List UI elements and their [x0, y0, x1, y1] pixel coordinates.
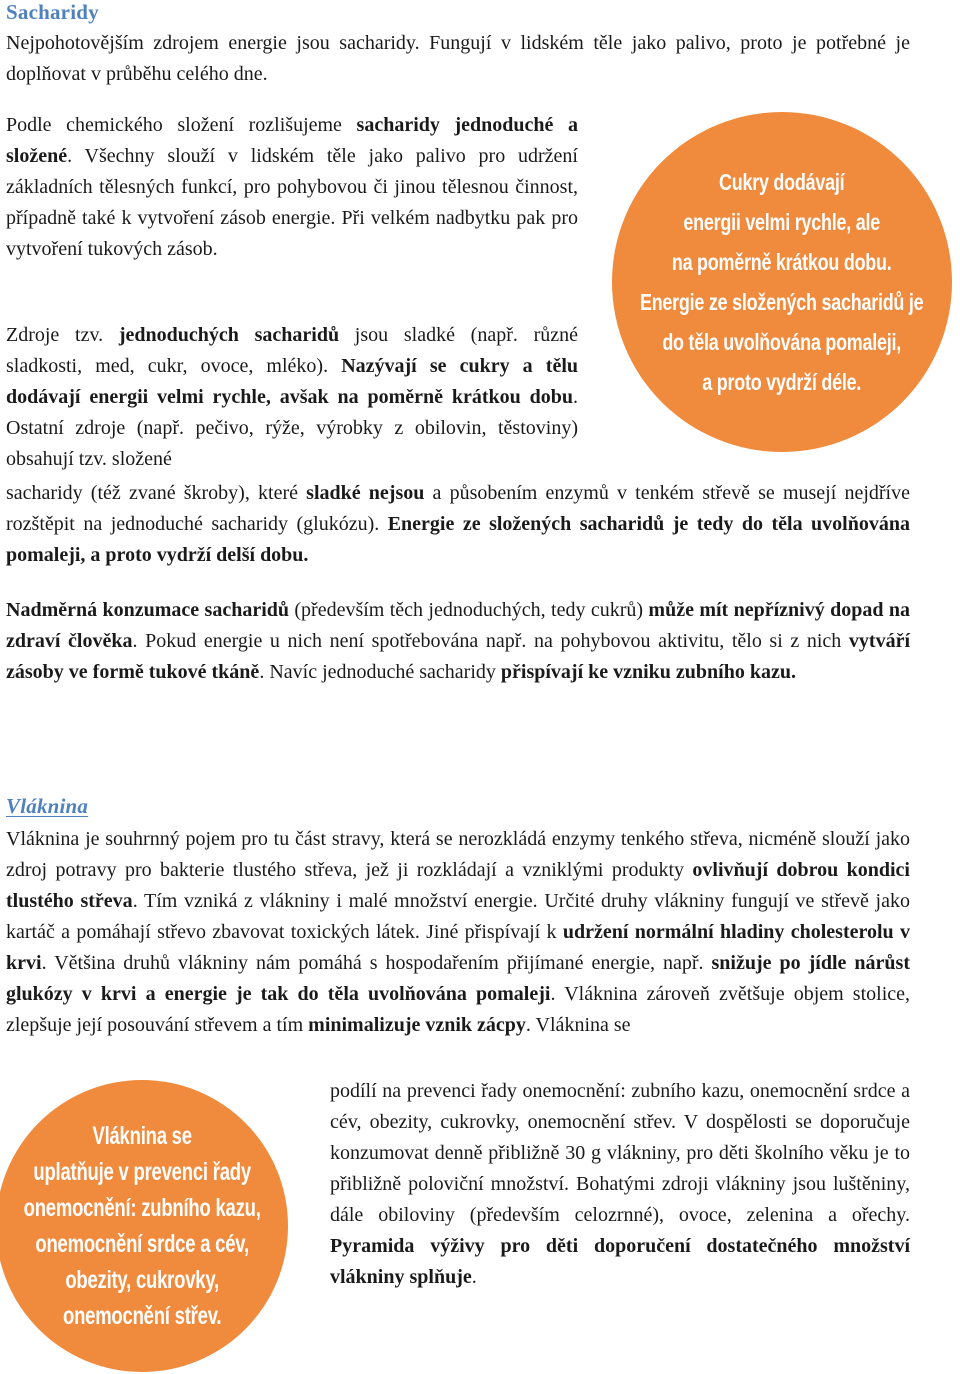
paragraph-complex-sugars: sacharidy (též zvané škroby), které sladké nejsou a působením enzymů v tenkém střevě se musejí nejdříve rozštěpit na jednoduché sacharidy (glukózu). Energie ze složených sacharidů je tedy do těla uvolňována pomaleji, a proto vydrží delší dobu. — [6, 482, 910, 566]
paragraph-fiber-prevention: podílí na prevenci řady onemocnění: zubního kazu, onemocnění srdce a cév, obezity, cukrovky, onemocnění střev. V dospělosti se doporučuje konzumovat denně přibližně 30 g vlákniny, pro děti školního věku je to přibližně poloviční množství. Bohatými zdroji vlákniny jsou luštěniny, dále obiloviny (především celozrnné), ovoce, zelenina a ořechy. Pyramida výživy pro děti doporučení dostatečného množství vlákniny splňuje. — [330, 1080, 910, 1288]
info-circle-vlaknina-text: Vláknina se uplatňuje v prevenci řady onemocnění: zubního kazu, onemocnění srdce a cév, obezity, cukrovky, onemocnění střev. — [23, 1122, 261, 1330]
section-heading-sacharidy: Sacharidy — [6, 0, 99, 24]
paragraph-chemical-composition: Podle chemického složení rozlišujeme sacharidy jednoduché a složené. Všechny slouží v lidském těle jako palivo pro udržení základních tělesných funkcí, pro pohybovou či jinou tělesnou činnost, případně také k vytvoření zásob energie. Při velkém nadbytku pak pro vytvoření tukových zásob. — [6, 114, 578, 260]
info-circle-vlaknina — [0, 1080, 288, 1372]
section-heading-vlaknina: Vláknina — [6, 794, 89, 818]
paragraph-excess-consumption: Nadměrná konzumace sacharidů (především těch jednoduchých, tedy cukrů) může mít nepříznivý dopad na zdraví člověka. Pokud energie u nich není spotřebována např. na pohybovou aktivitu, tělo si z nich vytváří zásoby ve formě tukové tkáně. Navíc jednoduché sacharidy přispívají ke vzniku zubního kazu. — [6, 599, 910, 683]
paragraph-intro: Nejpohotovějším zdrojem energie jsou sacharidy. Fungují v lidském těle jako palivo, proto je potřebné je doplňovat v průběhu celého dne. — [6, 32, 910, 85]
paragraph-fiber-intro: Vláknina je souhrnný pojem pro tu část stravy, která se nerozkládá enzymy tenkého střeva, nicméně slouží jako zdroj potravy pro bakterie tlustého střeva, jež ji rozkládají a vzniklými produkty ovlivňují dobrou kondici tlustého střeva. Tím vzniká z vlákniny i malé množství energie. Určité druhy vlákniny fungují ve střevě jako kartáč a pomáhají střevo zbavovat toxických látek. Jiné přispívají k udržení normální hladiny cholesterolu v krvi. Většina druhů vlákniny nám pomáhá s hospodařením přijímané energie, např. snižuje po jídle nárůst glukózy v krvi a energie je tak do těla uvolňována pomaleji. Vláknina zároveň zvětšuje objem stolice, zlepšuje její posouvání střevem a tím minimalizuje vznik zácpy. Vláknina se — [6, 828, 911, 1036]
paragraph-simple-sugars: Zdroje tzv. jednoduchých sacharidů jsou sladké (např. různé sladkosti, med, cukr, ovoce, mléko). Nazývají se cukry a tělu dodávají energii velmi rychle, avšak na poměrně krátkou dobu. Ostatní zdroje (např. pečivo, rýže, výrobky z obilovin, těstoviny) obsahují tzv. složené — [6, 324, 578, 470]
info-circle-sacharidy — [612, 112, 952, 452]
info-circle-sacharidy-text: Cukry dodávají energii velmi rychle, ale na poměrně krátkou dobu. Energie ze složených sacharidů je do těla uvolňována pomaleji, a proto vydrží déle. — [640, 169, 924, 395]
